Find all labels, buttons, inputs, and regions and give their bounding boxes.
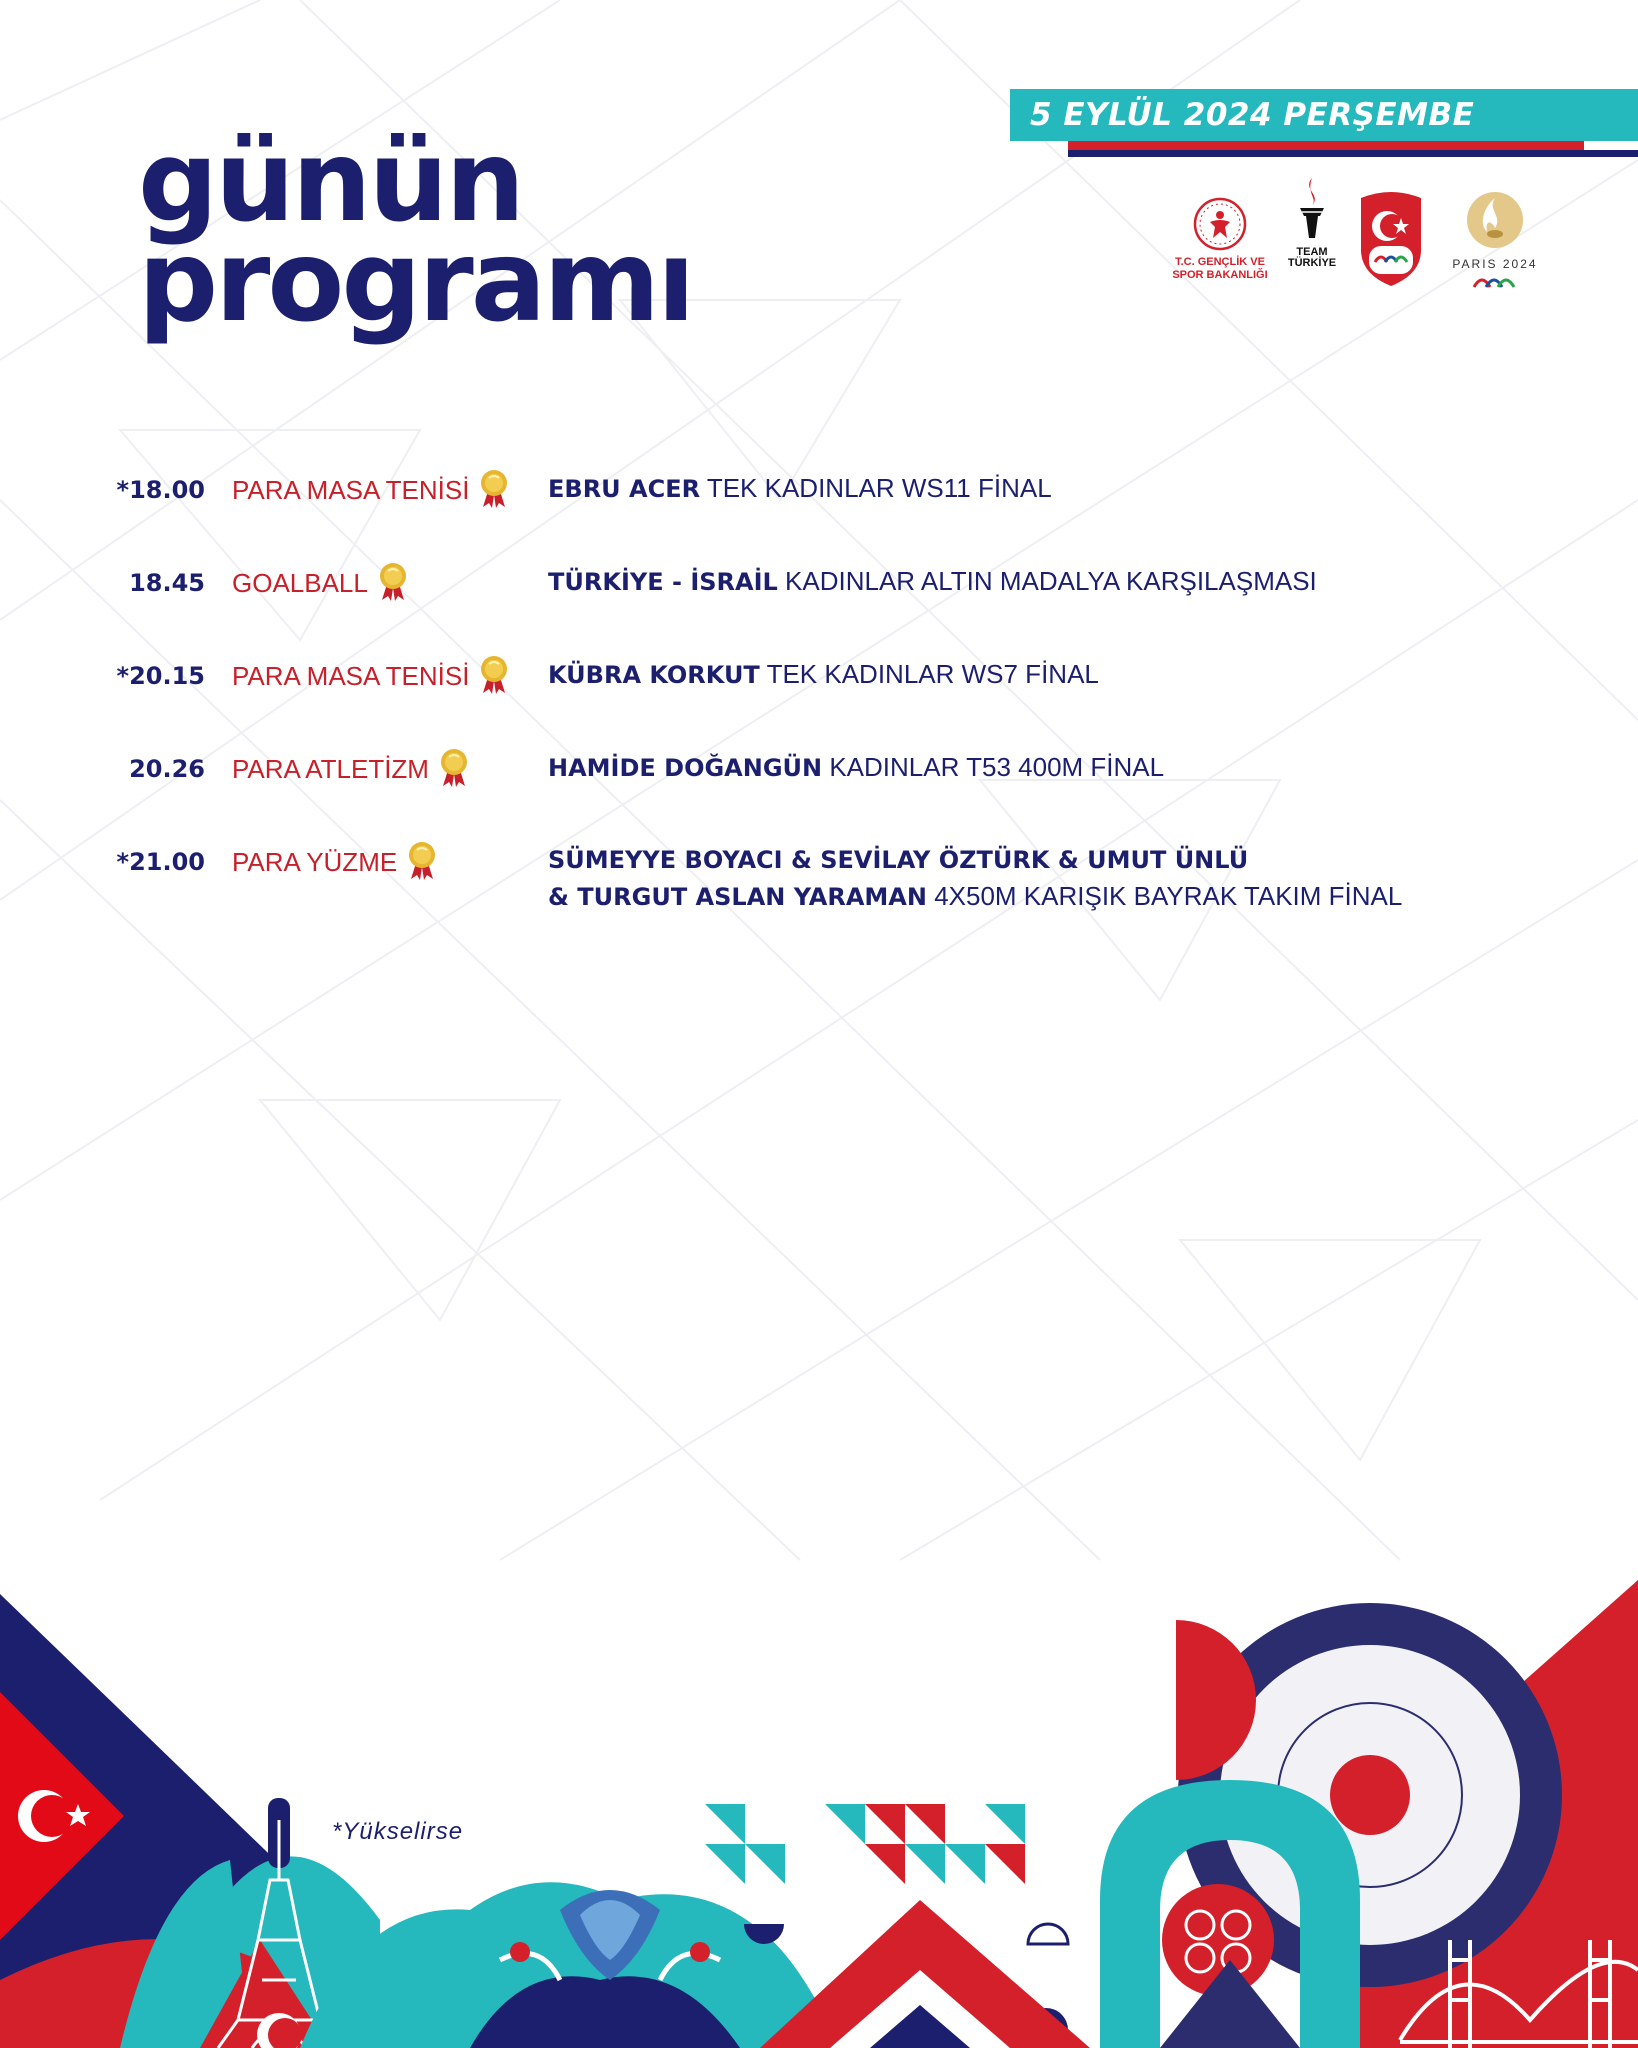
event-description: [548, 842, 1402, 915]
event-detail: TEK KADINLAR WS11 FİNAL: [700, 473, 1052, 503]
torch-icon: [1292, 176, 1332, 240]
ministry-emblem-icon: [1192, 196, 1248, 252]
gold-medal-icon: [378, 562, 408, 602]
event-sport-label: PARA YÜZME: [232, 847, 398, 877]
paris-2024-logo: [1450, 190, 1540, 300]
event-time: 20.26: [129, 755, 205, 783]
paris-flame-icon: [1465, 190, 1525, 250]
event-sport-label: PARA MASA TENİSİ: [232, 475, 470, 505]
event-athlete: EBRU ACER: [548, 475, 701, 503]
event-description: [548, 470, 1052, 507]
date-banner: [1010, 89, 1638, 145]
team-turkiye-logo: [1287, 176, 1337, 301]
event-sport: [232, 656, 509, 698]
ministry-logo: [1160, 196, 1280, 296]
event-detail: 4X50M KARIŞIK BAYRAK TAKIM FİNAL: [926, 881, 1403, 911]
event-athlete-continued: & TURGUT ASLAN YARAMAN: [548, 883, 927, 911]
event-time: *21.00: [116, 848, 205, 876]
decorative-footer-art: [0, 1580, 1638, 2048]
event-detail: TEK KADINLAR WS7 FİNAL: [759, 659, 1099, 689]
footnote: *Yükselirse: [332, 1818, 464, 1845]
event-description: [548, 749, 1164, 786]
team-turkiye-text: TEAM TÜRKİYE: [1287, 246, 1337, 269]
event-athlete: KÜBRA KORKUT: [548, 661, 760, 689]
event-time: *20.15: [116, 662, 205, 690]
schedule-row: [0, 563, 1638, 643]
page-title: [138, 117, 693, 347]
triangle-pattern: [705, 1804, 1025, 1884]
schedule-row: [0, 842, 1638, 942]
event-detail: KADINLAR ALTIN MADALYA KARŞILAŞMASI: [777, 566, 1317, 596]
event-time: 18.45: [129, 569, 205, 597]
schedule-row: [0, 656, 1638, 736]
event-athlete: HAMİDE DOĞANGÜN: [548, 754, 823, 782]
gold-medal-icon: [479, 469, 509, 509]
gold-medal-icon: [439, 748, 469, 788]
sponsor-logos: [1160, 176, 1540, 306]
schedule-row: [0, 749, 1638, 829]
agitos-icon: [1470, 271, 1520, 291]
event-athlete: TÜRKİYE - İSRAİL: [548, 568, 778, 596]
date-banner-navy-stripe: [1068, 150, 1638, 157]
event-detail: KADINLAR T53 400M FİNAL: [822, 752, 1165, 782]
event-sport: [232, 749, 469, 791]
page-title-line1: günün: [138, 117, 523, 247]
paris-2024-text: PARIS 2024: [1452, 257, 1538, 271]
date-banner-red-stripe: [1068, 141, 1584, 150]
gold-medal-icon: [479, 655, 509, 695]
paralympic-shield-icon: [1355, 188, 1427, 288]
event-sport-label: GOALBALL: [232, 568, 368, 598]
page-title-line2: programı: [138, 217, 693, 347]
event-sport: [232, 842, 437, 884]
gold-medal-icon: [407, 841, 437, 881]
event-sport-label: PARA MASA TENİSİ: [232, 661, 470, 691]
event-sport: [232, 470, 509, 512]
ministry-logo-text: T.C. GENÇLİK VE SPOR BAKANLIĞI: [1172, 256, 1268, 281]
event-time: *18.00: [116, 476, 205, 504]
date-text: 5 EYLÜL 2024 PERŞEMBE: [1030, 97, 1475, 133]
event-sport: [232, 563, 408, 605]
event-athlete: SÜMEYYE BOYACI & SEVİLAY ÖZTÜRK & UMUT ÜNLÜ: [548, 846, 1249, 874]
schedule-row: [0, 470, 1638, 550]
event-sport-label: PARA ATLETİZM: [232, 754, 429, 784]
event-description: [548, 563, 1317, 600]
paralympic-committee-logo: [1355, 188, 1427, 288]
event-description: [548, 656, 1099, 693]
